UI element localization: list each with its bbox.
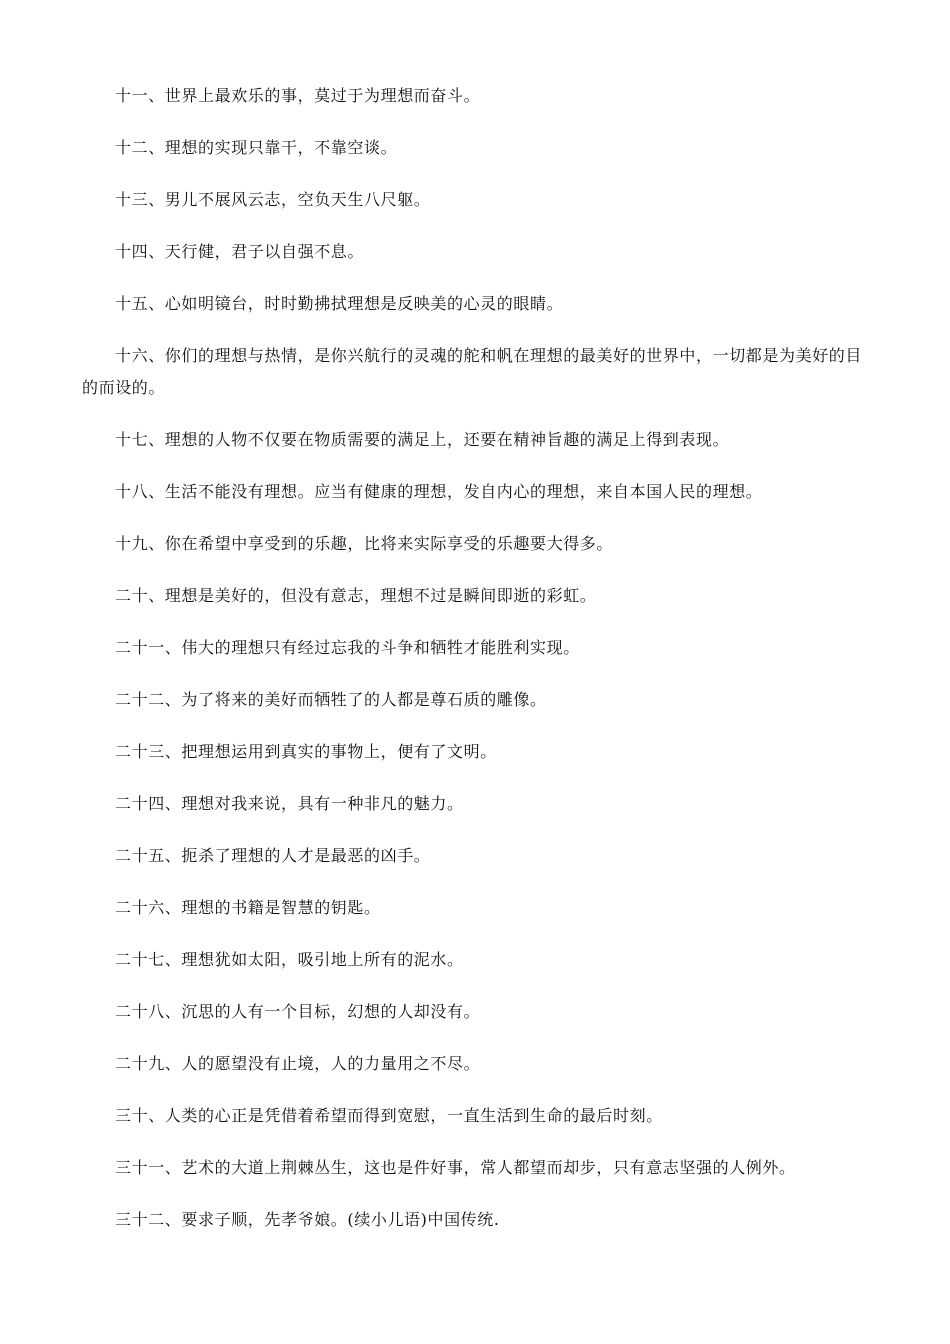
- paragraph-28: 二十八、沉思的人有一个目标，幻想的人却没有。: [115, 1002, 481, 1021]
- paragraph-30: 三十、人类的心正是凭借着希望而得到宽慰，一直生活到生命的最后时刻。: [115, 1106, 663, 1125]
- paragraph-18: 十八、生活不能没有理想。应当有健康的理想，发自内心的理想，来自本国人民的理想。: [115, 482, 763, 501]
- paragraph-24: 二十四、理想对我来说，具有一种非凡的魅力。: [115, 794, 464, 813]
- paragraph-23: 二十三、把理想运用到真实的事物上，便有了文明。: [115, 742, 497, 761]
- paragraph-20: 二十、理想是美好的，但没有意志，理想不过是瞬间即逝的彩虹。: [115, 586, 597, 605]
- paragraph-32: 三十二、要求子顺，先孝爷娘。(续小儿语)中国传统.: [115, 1210, 500, 1229]
- paragraph-27: 二十七、理想犹如太阳，吸引地上所有的泥水。: [115, 950, 464, 969]
- paragraph-31: 三十一、艺术的大道上荆棘丛生，这也是件好事，常人都望而却步，只有意志坚强的人例外。: [115, 1158, 796, 1177]
- paragraph-17: 十七、理想的人物不仅要在物质需要的满足上，还要在精神旨趣的满足上得到表现。: [115, 430, 730, 449]
- paragraph-13: 十三、男儿不展风云志，空负天生八尺躯。: [115, 190, 431, 209]
- paragraph-22: 二十二、为了将来的美好而牺牲了的人都是尊石质的雕像。: [115, 690, 547, 709]
- paragraph-11: 十一、世界上最欢乐的事，莫过于为理想而奋斗。: [115, 86, 481, 105]
- paragraph-21: 二十一、伟大的理想只有经过忘我的斗争和牺牲才能胜利实现。: [115, 638, 580, 657]
- paragraph-25: 二十五、扼杀了理想的人才是最恶的凶手。: [115, 846, 431, 865]
- paragraph-29: 二十九、人的愿望没有止境，人的力量用之不尽。: [115, 1054, 481, 1073]
- paragraph-16: 十六、你们的理想与热情，是你兴航行的灵魂的舵和帆在理想的最美好的世界中，一切都是为美好的目的而设的。: [82, 346, 863, 397]
- paragraph-14: 十四、天行健，君子以自强不息。: [115, 242, 365, 261]
- paragraph-19: 十九、你在希望中享受到的乐趣，比将来实际享受的乐趣要大得多。: [115, 534, 614, 553]
- paragraph-12: 十二、理想的实现只靠干，不靠空谈。: [115, 138, 398, 157]
- paragraph-26: 二十六、理想的书籍是智慧的钥匙。: [115, 898, 381, 917]
- document-body: [82, 80, 872, 1256]
- paragraph-15: 十五、心如明镜台，时时勤拂拭理想是反映美的心灵的眼睛。: [115, 294, 564, 313]
